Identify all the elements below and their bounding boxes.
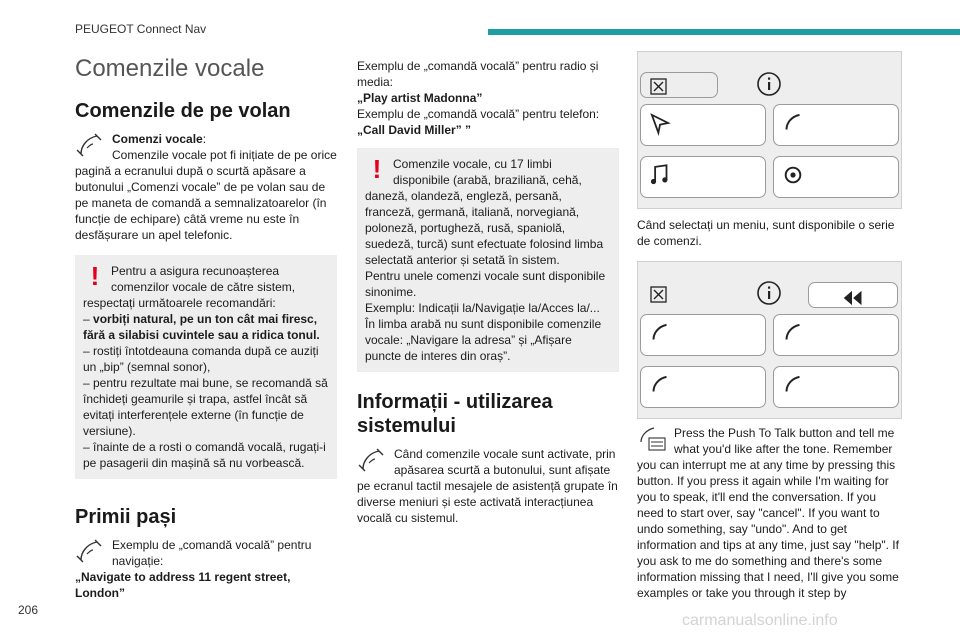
menu-media[interactable]: [640, 156, 766, 198]
note-bullet-1: [83, 311, 329, 343]
voice-commands-label: Comenzi vocale: [112, 132, 203, 146]
header-accent-bar: [488, 29, 960, 35]
column-1: [75, 55, 337, 601]
section-heading-first-steps: Primii pași: [75, 506, 177, 528]
recommendations-note: [75, 255, 337, 479]
info-icon[interactable]: [756, 71, 782, 97]
note-bullet-3: – pentru rezultate mai bune, se recomandă să închideți geamurile și trapa, astfel încât să evitați interferențele externe (în funcție de versiune).: [83, 376, 328, 438]
page-number: 206: [18, 603, 39, 617]
close-icon[interactable]: [646, 282, 672, 308]
submenu-option-3[interactable]: [640, 366, 766, 408]
column-3: [637, 51, 900, 601]
phone-icon: [780, 110, 796, 126]
languages-note-text-2: Pentru unele comenzi vocale sunt disponibile sinonime.: [365, 269, 606, 299]
header-title: PEUGEOT Connect Nav: [75, 22, 207, 36]
music-icon: [647, 162, 663, 178]
top-bar-pill: [640, 72, 718, 98]
section-heading-info: Informații - utilizarea sistemului: [357, 391, 553, 437]
note-bullet-2: – rostiți întotdeauna comanda după ce auziți un „bip” (semnal sonor),: [83, 344, 319, 374]
note-intro: Pentru a asigura recunoașterea comenzilor vocale de către sistem, respectați următoarele recomandări:: [83, 264, 296, 310]
info-icon[interactable]: [756, 280, 782, 306]
back-button-pill[interactable]: [808, 282, 898, 308]
watermark: carmanualsonline.info: [682, 612, 838, 629]
phone-example-text: Exemplu de „comandă vocală” pentru telefon:: [357, 107, 600, 121]
tts-paragraph: [637, 425, 900, 601]
submenu-option-2[interactable]: [773, 314, 899, 356]
info-paragraph: [357, 446, 619, 526]
tts-text: Press the Push To Talk button and tell me what you'd like after the tone. Remember you can interrupt me at any time by pressing this button. If you press it again while I'm waiting for you to speak, it'll end the conversation. If you need to start over, say "cancel". If you want to undo something, say "undo". And to get information and tips at any time, just say "help". If you ask to me do something and there's some information missing that I need, I'll give you some examples or take you through it step by: [637, 426, 899, 600]
phone-example-command: „Call David Miller” ”: [357, 123, 472, 137]
languages-note-text-3: Exemplu: Indicații la/Navigație la/Acces la/...: [365, 301, 600, 315]
back-icon: [839, 285, 861, 305]
nav-example-command: „Navigate to address 11 regent street, London”: [75, 570, 291, 600]
note-bullet-1-text: vorbiți natural, pe un ton cât mai firesc, fără a silabisi cuvintele sau a ridica tonul.: [83, 312, 320, 342]
voice-command-icon: [75, 132, 105, 158]
radio-example-text: Exemplu de „comandă vocală” pentru radio și media:: [357, 59, 599, 89]
languages-note-text-1: Comenzile vocale, cu 17 limbi disponibile (arabă, braziliană, cehă, daneză, olandeză, engleză, persană, franceză, germană, italiană, norvegiană, poloneză, portugheză, rusă, spaniolă, suedeză, turcă) sunt efectuate folosind limba selectată anterior și setată în sistem.: [365, 157, 604, 267]
submenu-option-4[interactable]: [773, 366, 899, 408]
navigation-icon: [647, 110, 663, 126]
voice-submenu-screen: [637, 261, 902, 419]
page-title: Comenzile vocale: [75, 55, 265, 82]
nav-example-text: Exemplu de „comandă vocală” pentru navigație:: [112, 538, 312, 568]
menu-settings[interactable]: [773, 156, 899, 198]
section-heading-steering: Comenzile de pe volan: [75, 100, 291, 122]
info-text: Când comenzile vocale sunt activate, prin apăsarea scurtă a butonului, sunt afișate pe ecranul tactil mesajele de asistență grupate în diverse meniuri și este activată interacțiunea vocală cu sistemul.: [357, 447, 618, 525]
voice-main-screen: [637, 51, 902, 209]
voice-command-icon: [357, 447, 387, 473]
keyboard-icon: [637, 426, 667, 452]
submenu-option-1[interactable]: [640, 314, 766, 356]
phone-icon: [780, 372, 796, 388]
menu-commands-text: Când selectați un meniu, sunt disponibile o serie de comenzi.: [637, 218, 895, 248]
column-2: [357, 58, 619, 526]
phone-icon: [780, 320, 796, 336]
note-bullet-1-dash: –: [83, 312, 94, 326]
menu-phone[interactable]: [773, 104, 899, 146]
voice-commands-text: Comenzile vocale pot fi inițiate de pe orice pagină a ecranului după o scurtă apăsare a butonului „Comenzi vocale” de pe volan sau de pe maneta de comandă a semnalizatoarelor (în funcție de echipare) câtă vreme nu este în desfășurare un apel telefonic.: [75, 148, 337, 242]
note-bullet-4: – înainte de a rosti o comandă vocală, rugați-i pe pasagerii din mașină să nu vorbească.: [83, 440, 326, 470]
languages-note-text-4: În limba arabă nu sunt disponibile comenzile vocale: „Navigare la adresa” și „Afișare puncte de interes din oraș”.: [365, 317, 602, 363]
warning-icon: !: [90, 261, 100, 291]
settings-icon: [780, 162, 796, 178]
voice-commands-colon: :: [202, 132, 207, 146]
menu-navigation[interactable]: [640, 104, 766, 146]
voice-command-icon: [75, 538, 105, 564]
phone-icon: [647, 320, 663, 336]
warning-icon: !: [372, 154, 382, 184]
radio-example-command: „Play artist Madonna”: [357, 91, 483, 105]
phone-icon: [647, 372, 663, 388]
nav-example-paragraph: [75, 537, 337, 601]
voice-commands-paragraph: [75, 131, 337, 243]
languages-note: [357, 148, 619, 372]
